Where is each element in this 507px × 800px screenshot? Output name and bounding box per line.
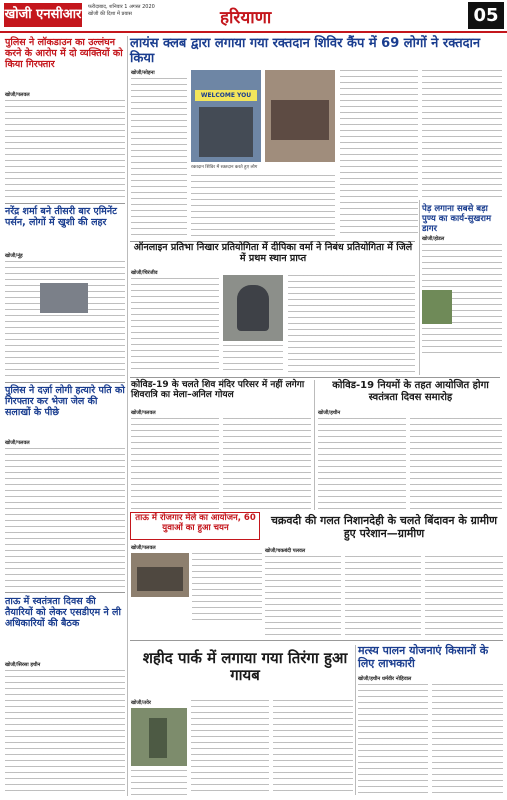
dateline-date: फरीदाबाद, शनिवार 1 अगस्त 2020 — [88, 4, 155, 10]
headline-tau-rozgar: ताऊ में रोजगार मेले का आयोजन, 60 युवाओं का हुआ चयन — [135, 513, 256, 533]
article-body-covid-rules-col1 — [318, 418, 406, 510]
headline-shaheed-park: शहीद पार्क में लगाया गया तिरंगा हुआ गायब — [142, 649, 348, 685]
byline-fish-farming: खोजी/हथीन धर्मवीर नोहिवाल — [358, 676, 412, 682]
headline-fish-farming: मत्स्य पालन योजनाएं किसानों के लिए लाभकारी — [358, 644, 489, 670]
headline-independence-meeting: ताऊ में स्वतंत्रता दिवस की तैयारियों को लेकर एसडीएम ने ली अधिकारियों की बैठक — [5, 596, 121, 629]
article-body-online-col3 — [288, 275, 415, 373]
byline-tree-plantation: खोजी/होडल — [422, 236, 445, 242]
narendra-photo — [40, 283, 88, 313]
column-rule — [419, 200, 420, 375]
article-body-covid-mela-col1 — [131, 418, 219, 510]
article-body-shaheed-col2 — [191, 700, 269, 796]
deepika-photo — [223, 275, 283, 341]
byline-chakravati: खोजी/चकबंदी पलवल — [265, 548, 306, 554]
section-title: हरियाणा — [220, 8, 272, 28]
column-rule — [314, 380, 315, 510]
article-body-tau-rozgar — [192, 553, 262, 623]
article-body-shaheed-col3 — [273, 700, 353, 796]
article-body-chakravati-col3 — [425, 556, 503, 636]
article-body-shaheed-col1 — [131, 770, 187, 796]
headline-narendra: नरेंद्र शर्मा बने तीसरी बार एमिनेंट पर्सन, लोगों में खुशी की लहर — [5, 206, 117, 228]
article-body-fish-col1 — [358, 684, 428, 796]
article-body-police-case — [5, 448, 125, 588]
article-body-lions-club-col1 — [131, 78, 187, 238]
byline-police-case: खोजी/पलवल — [5, 440, 30, 446]
article-body-chakravati-col1 — [265, 556, 341, 636]
article-body-chakravati-col2 — [345, 556, 421, 636]
headline-online-competition: ऑनलाइन प्रतिभा निखार प्रतियोगिता में दीपिका वर्मा ने निबंध प्रतियोगिता में जिले में प्रथम स्थान प्राप्त — [133, 242, 413, 264]
divider — [5, 203, 125, 204]
page-number: 05 — [468, 2, 504, 29]
article-body-online-col1 — [131, 278, 219, 373]
banner-text: WELCOME YOU — [195, 90, 257, 101]
article-body-covid-rules-col2 — [410, 418, 502, 510]
article-body-lockdown — [5, 100, 125, 200]
column-rule — [127, 36, 128, 796]
article-body-narendra — [5, 261, 125, 379]
byline-covid-mela: खोजी/पलवल — [131, 410, 156, 416]
byline-online-competition: खोजी/चिरंजीव — [131, 270, 158, 276]
byline-lions-club: खोजी/सोहना — [131, 70, 155, 76]
divider — [130, 377, 500, 378]
divider — [130, 640, 503, 641]
tau-photo — [131, 553, 189, 597]
byline-covid-rules: खोजी/हथीन — [318, 410, 341, 416]
article-body-lions-club-col3 — [340, 70, 418, 238]
article-body-covid-mela-col2 — [223, 418, 311, 510]
column-rule — [355, 645, 356, 795]
article-body-lions-club-col2 — [191, 175, 335, 238]
headline-covid-rules: कोविड-19 नियमों के तहत आयोजित होगा स्वतंत्रता दिवस समारोह — [332, 380, 489, 403]
newspaper-logo: खोजी एनसीआर — [4, 3, 82, 27]
byline-tau-rozgar: खोजी/पलवल — [131, 545, 156, 551]
headline-lions-club: लायंस क्लब द्वारा लगाया गया रक्तदान शिविर कैंप में 69 लोगों ने रक्तदान किया — [130, 36, 481, 66]
headline-tree-plantation: पेड़ लगाना सबसे बड़ा पुण्य का कार्य-सुखराम डागर — [422, 204, 492, 234]
shaheed-park-photo — [131, 708, 187, 766]
divider — [5, 592, 125, 593]
article-body-lions-club-col4 — [422, 70, 502, 200]
dateline — [88, 4, 218, 18]
headline-lockdown: पुलिस ने लॉकडाउन का उल्लंघन करने के आरोप में दो व्यक्तियों को किया गिरफ्तार — [5, 37, 123, 70]
caption-lions-photo: रक्तदान शिविर में रक्तदान करते हुए लोग — [191, 165, 258, 170]
article-body-fish-col2 — [432, 684, 503, 796]
lions-photo-donation — [265, 70, 335, 162]
divider — [5, 382, 125, 383]
dateline-subline: खोजी की दिशा में प्रयास — [88, 11, 132, 17]
byline-independence-meeting: खोजी/सिरसा हथीन — [5, 662, 41, 668]
tree-photo — [422, 290, 452, 324]
byline-narendra: खोजी/नूंह — [5, 253, 23, 259]
headline-police-case: पुलिस ने दर्ज़ा लोगी हत्यारे पति को गिरफ्तार कर भेजा जेल की सलाखों के पीछे — [5, 385, 125, 418]
article-body-online-col2 — [223, 345, 283, 373]
lions-photo-banner — [191, 70, 261, 162]
article-body-independence-meeting — [5, 670, 125, 796]
headline-covid-mela: कोविड-19 के चलते शिव मंदिर परिसर में नहीं लगेगा शिवरात्रि का मेला–अनिल गोयल — [131, 380, 305, 401]
headline-chakravati: चक्रवदी की गलत निशानदेही के चलते बिंदावन के ग्रामीण हुए परेशान—ग्रामीण — [270, 514, 498, 540]
byline-shaheed-park: खोजी/तवेर — [131, 700, 151, 706]
byline-lockdown: खोजी/पलवल — [5, 92, 30, 98]
